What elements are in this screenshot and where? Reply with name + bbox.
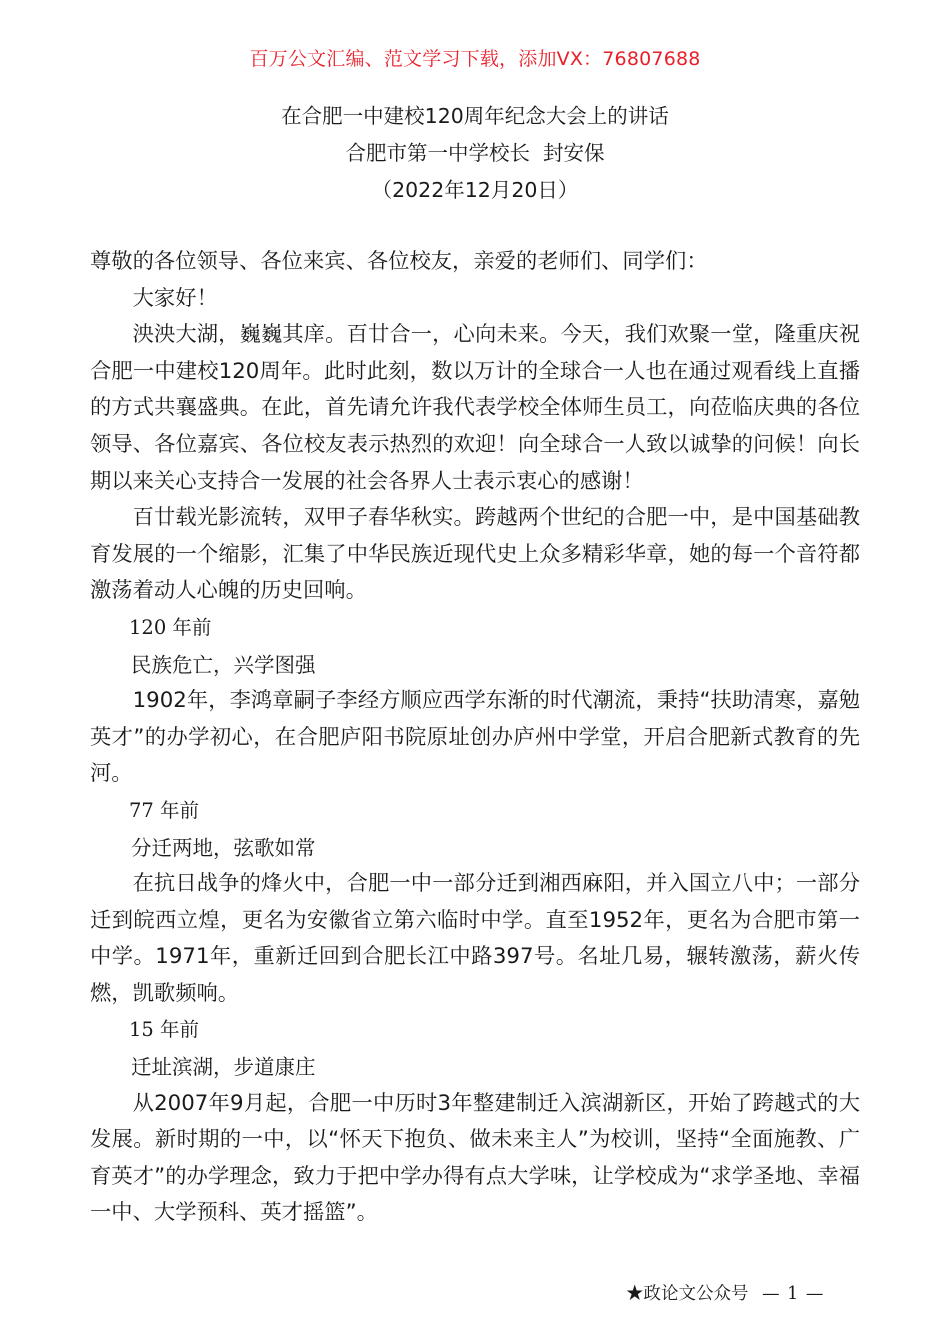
promo-banner: 百万公文汇编、范文学习下载，添加VX：76807688 xyxy=(249,48,701,70)
section-subhead-77: 分迁两地，弦歌如常 xyxy=(131,835,316,860)
section-subhead-120: 民族危亡，兴学图强 xyxy=(131,652,316,677)
speech-date: （2022年12月20日） xyxy=(371,178,579,202)
footer-source: ★政论文公众号 xyxy=(626,1284,749,1304)
section-marker-77: 77 年前 xyxy=(129,798,200,822)
speech-body xyxy=(90,244,860,1232)
greeting: 大家好！ xyxy=(132,285,218,311)
title-block xyxy=(0,98,950,209)
section-text-15: 从2007年9月起，合肥一中历时3年整建制迁入滨湖新区，开始了跨越式的大发展。新时期的一中，以“怀天下抱负、做未来主人”为校训，坚持“全面施教、广育英才”的办学理念，致力于把中学办得有点大学味，让学校成为“求学圣地、幸福一中、大学预科、英才摇篮”。 xyxy=(90,1090,860,1226)
section-marker-15: 15 年前 xyxy=(129,1018,200,1042)
section-text-77: 在抗日战争的烽火中，合肥一中一部分迁到湘西麻阳，并入国立八中；一部分迁到皖西立煌，更名为安徽省立第六临时中学。直至1952年，更名为合肥市第一中学。1971年，重新迁回到合肥长江中路397号。名址几易，辗转激荡，薪火传燃，凯歌频响。 xyxy=(90,871,860,1006)
page-footer xyxy=(626,1281,824,1307)
section-subhead-15: 迁址滨湖，步道康庄 xyxy=(131,1055,316,1080)
page-number: — 1 — xyxy=(762,1284,825,1304)
speech-title: 在合肥一中建校120周年纪念大会上的讲话 xyxy=(281,104,669,128)
paragraph-history: 百廿载光影流转，双甲子春华秋实。跨越两个世纪的合肥一中，是中国基础教育发展的一个缩影，汇集了中华民族近现代史上众多精彩华章，她的每一个音符都激荡着动人心魄的历史回响。 xyxy=(90,505,860,604)
speaker-line: 合肥市第一中学校长 封安保 xyxy=(345,141,605,165)
section-text-120: 1902年，李鸿章嗣子李经方顺应西学东渐的时代潮流，秉持“扶助清寒，嘉勉英才”的办学初心，在合肥庐阳书院原址创办庐州中学堂，开启合肥新式教育的先河。 xyxy=(90,688,860,787)
section-marker-120: 120 年前 xyxy=(129,615,212,639)
paragraph-opening: 泱泱大湖，巍巍其庠。百廿合一，心向未来。今天，我们欢聚一堂，隆重庆祝合肥一中建校120周年。此时此刻，数以万计的全球合一人也在通过观看线上直播的方式共襄盛典。在此，首先请允许我代表学校全体师生员工，向莅临庆典的各位领导、各位嘉宾、各位校友表示热烈的欢迎！向全球合一人致以诚挚的问候！向长期以来关心支持合一发展的社会各界人士表示衷心的感谢！ xyxy=(90,322,860,494)
salutation: 尊敬的各位领导、各位来宾、各位校友，亲爱的老师们、同学们： xyxy=(90,249,708,274)
